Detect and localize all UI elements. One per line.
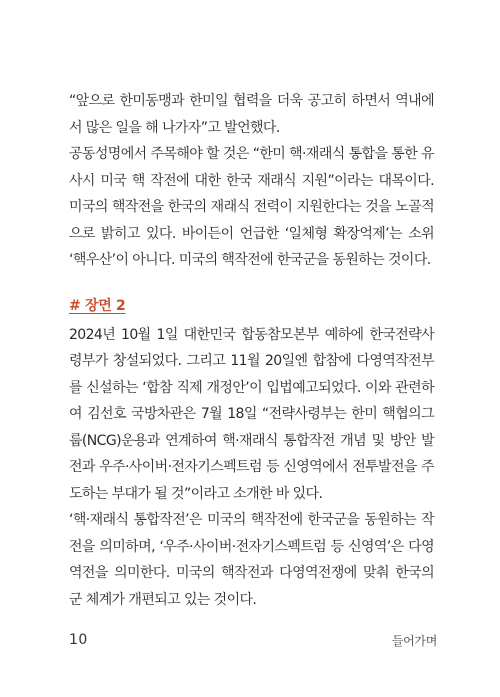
body-paragraph: “앞으로 한미동맹과 한미일 협력을 더욱 공고히 하면서 역내에서 많은 일을 해 나가자”고 발언했다. (69, 93, 434, 136)
running-title: 들어가며 (391, 634, 437, 648)
section-heading: # 장면 2 (69, 297, 126, 314)
body-paragraph: ‘핵·재래식 통합작전’은 미국의 핵작전에 한국군을 동원하는 작전을 의미하며, ‘우주·사이버·전자기스펙트럼 등 신영역’은 다영역전을 의미한다. 미국의 핵작전과 다영역전쟁에 맞춰 한국의 군 체계가 개편되고 있는 것이다. (69, 512, 434, 608)
body-paragraph: 공동성명에서 주목해야 할 것은 “한미 핵·재래식 통합을 통한 유사시 미국 핵 작전에 대한 한국 재래식 지원”이라는 대목이다. 미국의 핵작전을 한국의 재래식 전력이 지원한다는 것을 노골적으로 밝히고 있다. 바이든이 언급한 ‘일체형 확장억제’는 소위 ‘핵우산’이 아니다. 미국의 핵작전에 한국군을 동원하는 것이다. (69, 146, 434, 268)
body-paragraph: 2024년 10월 1일 대한민국 합동참모본부 예하에 한국전략사령부가 창설되었다. 그리고 11월 20일엔 합참에 다영역작전부를 신설하는 ‘합참 직제 개정안’이 입법예고되었다. 이와 관련하여 김선호 국방차관은 7월 18일 “전략사령부는 한미 핵협의그룹(NCG)운용과 연계하여 핵·재래식 통합작전 개념 및 방안 발전과 우주·사이버·전자기스펙트럼 등 신영역에서 전투발전을 주도하는 부대가 될 것”이라고 소개한 바 있다. (69, 326, 434, 502)
page-footer (69, 632, 437, 654)
page-number: 10 (69, 632, 88, 648)
page-body (69, 88, 434, 613)
